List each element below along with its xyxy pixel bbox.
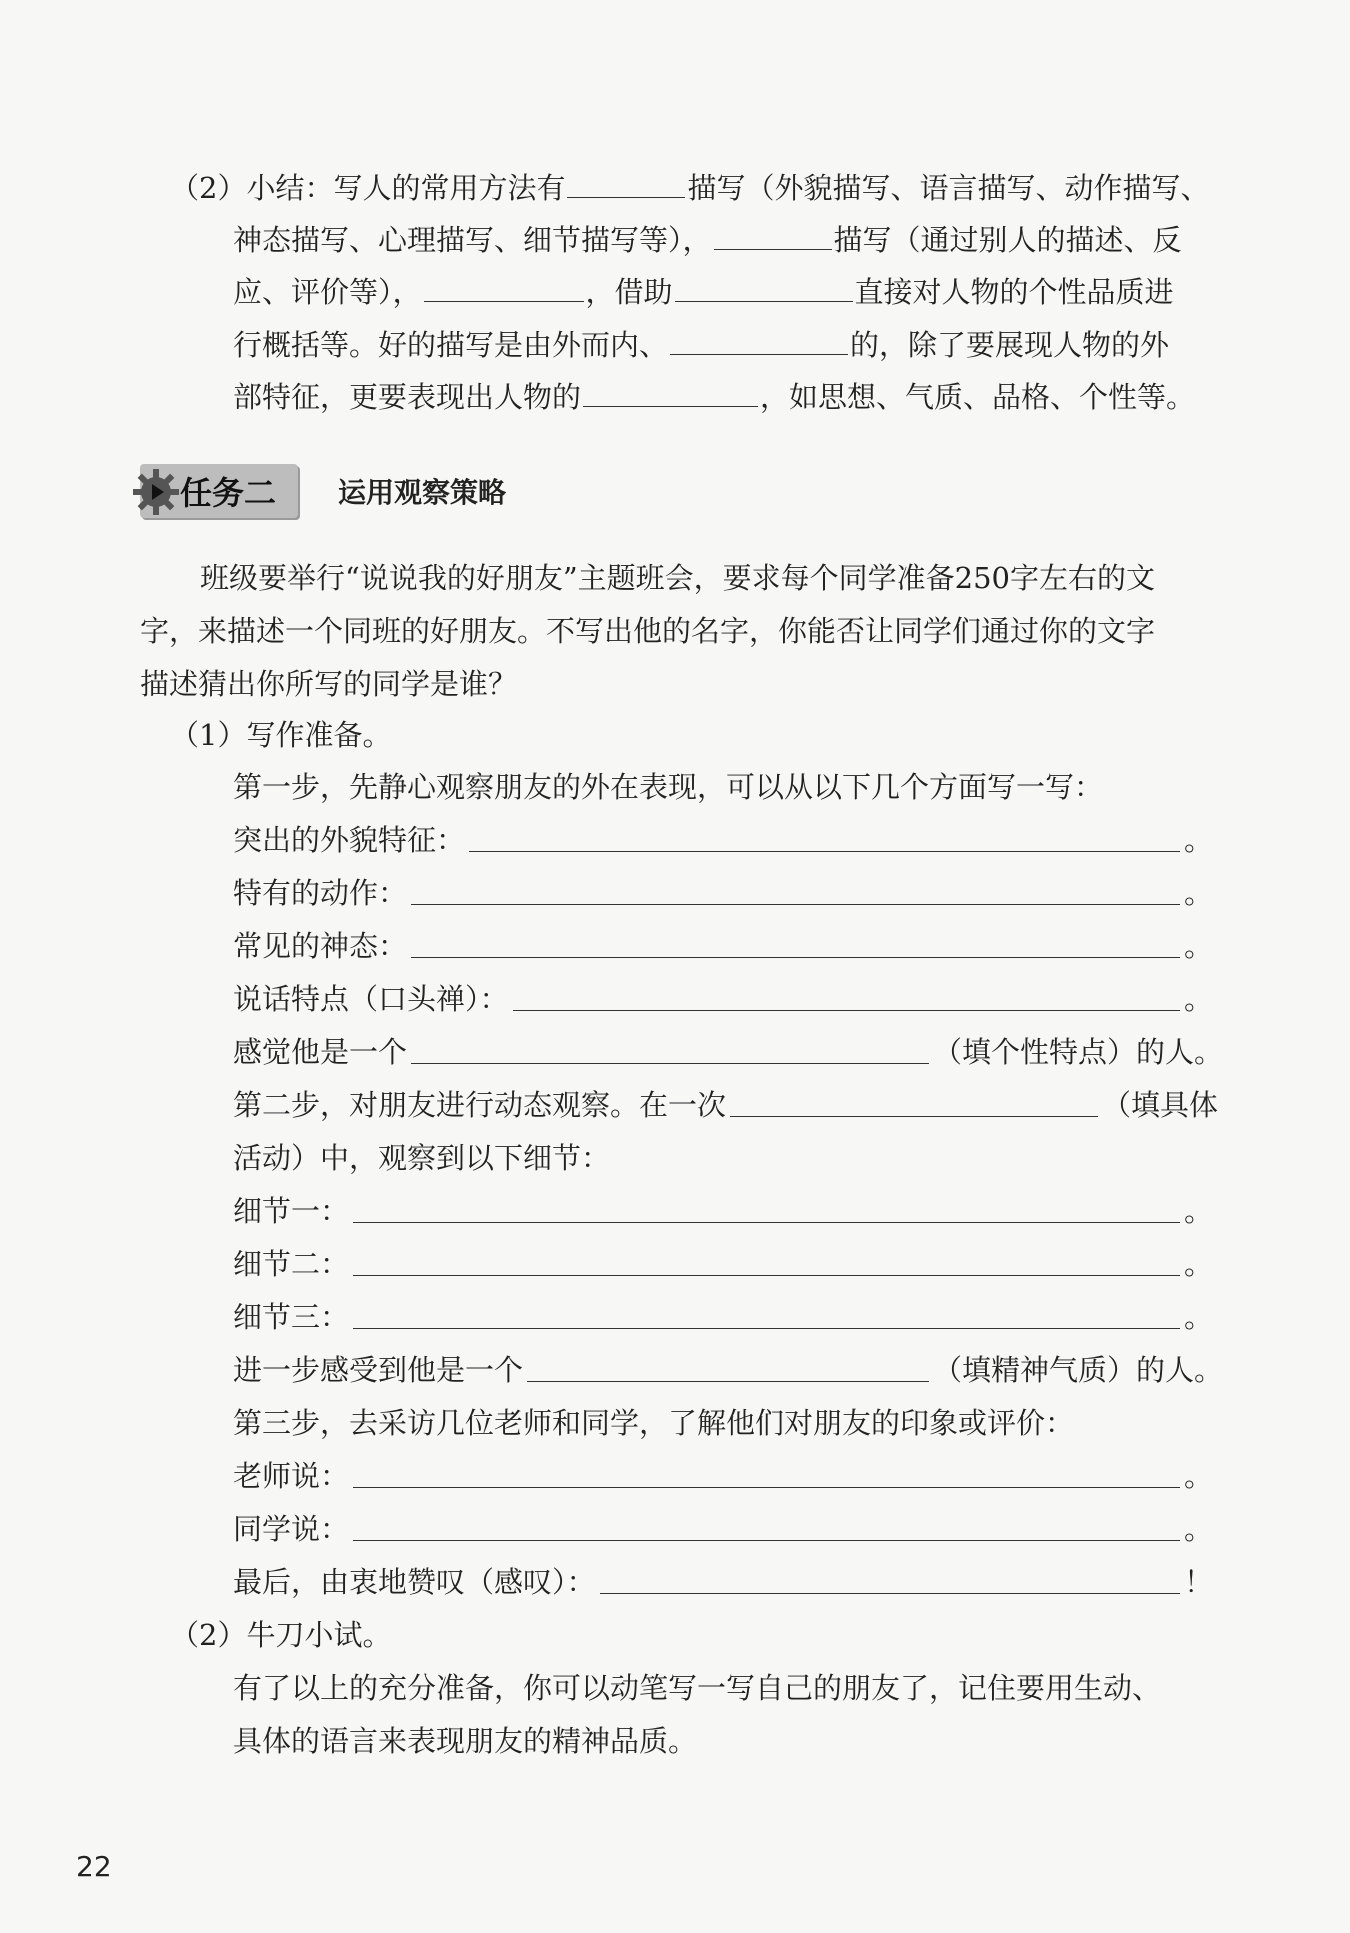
trial-line-2: 具体的语言来表现朋友的精神品质。 (233, 1724, 698, 1758)
summary-text: 描写（通过别人的描述、反 (833, 223, 1182, 257)
summary-text: 应、评价等）， (233, 275, 422, 309)
summary-text: 行概括等。好的描写是由外而内、 (233, 328, 669, 362)
period: 。 (1183, 876, 1213, 910)
detail1-row (233, 1191, 1213, 1231)
detail3-label: 细节三： (233, 1300, 350, 1334)
gear-icon (130, 466, 182, 518)
summary-text: 直接对人物的个性品质进 (854, 275, 1174, 309)
period: 。 (1183, 823, 1213, 857)
blank-3[interactable] (424, 271, 584, 302)
summary-line-2 (233, 219, 1182, 259)
activity-blank[interactable] (730, 1088, 1098, 1117)
finally-label: 最后，由衷地赞叹（感叹）： (233, 1565, 596, 1599)
action-blank[interactable] (411, 876, 1180, 905)
period: 。 (1183, 1247, 1213, 1281)
appearance-row (233, 820, 1213, 860)
teacher-blank[interactable] (353, 1459, 1180, 1488)
detail3-blank[interactable] (353, 1300, 1180, 1329)
task-title: 运用观察策略 (338, 476, 507, 509)
summary-line-4 (233, 324, 1169, 364)
feel-row (233, 1032, 1223, 1072)
intro-line-1: 班级要举行“说说我的好朋友”主题班会，要求每个同学准备250字左右的文 (200, 561, 1156, 595)
detail2-row (233, 1244, 1213, 1284)
classmate-label: 同学说： (233, 1512, 350, 1546)
period: 。 (1183, 1459, 1213, 1493)
further-label: 进一步感受到他是一个 (233, 1353, 524, 1387)
further-suffix: （填精神气质）的人。 (932, 1353, 1223, 1387)
blank-2[interactable] (714, 219, 832, 250)
trial-line-1: 有了以上的充分准备，你可以动笔写一写自己的朋友了，记住要用生动、 (233, 1671, 1162, 1705)
summary-text: 部特征，更要表现出人物的 (233, 380, 582, 414)
summary-text: 神态描写、心理描写、细节描写等）， (233, 223, 712, 257)
period: 。 (1183, 1512, 1213, 1546)
task-tag (140, 464, 298, 518)
exclamation: ！ (1183, 1565, 1213, 1599)
step2-continued: 活动）中，观察到以下细节： (233, 1141, 611, 1175)
period: 。 (1183, 1300, 1213, 1334)
summary-text: ，借助 (585, 275, 673, 309)
detail2-label: 细节二： (233, 1247, 350, 1281)
action-row (233, 873, 1213, 913)
period: 。 (1183, 982, 1213, 1016)
blank-4[interactable] (675, 271, 853, 302)
blank-6[interactable] (583, 376, 758, 407)
period: 。 (1183, 929, 1213, 963)
expression-label: 常见的神态： (233, 929, 408, 963)
feel-blank[interactable] (411, 1035, 929, 1064)
expression-row (233, 926, 1213, 966)
page-number: 22 (76, 1850, 112, 1883)
finally-blank[interactable] (600, 1565, 1180, 1594)
detail1-label: 细节一： (233, 1194, 350, 1228)
summary-line-1 (170, 167, 1209, 207)
summary-line-5 (233, 376, 1195, 416)
step1-text: 第一步，先静心观察朋友的外在表现，可以从以下几个方面写一写： (233, 770, 1104, 804)
blank-1[interactable] (567, 167, 685, 198)
detail2-blank[interactable] (353, 1247, 1180, 1276)
expression-blank[interactable] (411, 929, 1180, 958)
feel-suffix: （填个性特点）的人。 (932, 1035, 1223, 1069)
task-banner (140, 462, 506, 520)
summary-text: ，如思想、气质、品格、个性等。 (760, 380, 1196, 414)
trial-heading: （2）牛刀小试。 (170, 1618, 392, 1652)
summary-text: 描写（外貌描写、语言描写、动作描写、 (687, 171, 1210, 205)
speech-label: 说话特点（口头禅）： (233, 982, 509, 1016)
prep-heading: （1）写作准备。 (170, 718, 392, 752)
summary-text: （2）小结：写人的常用方法有 (170, 171, 566, 205)
intro-line-3: 描述猜出你所写的同学是谁？ (140, 667, 518, 701)
detail3-row (233, 1297, 1213, 1337)
step2-label: 第二步，对朋友进行动态观察。在一次 (233, 1088, 727, 1122)
further-row (233, 1350, 1223, 1390)
teacher-row (233, 1456, 1213, 1496)
summary-text: 的，除了要展现人物的外 (850, 328, 1170, 362)
detail1-blank[interactable] (353, 1194, 1180, 1223)
action-label: 特有的动作： (233, 876, 408, 910)
finally-row (233, 1562, 1213, 1602)
period: 。 (1183, 1194, 1213, 1228)
classmate-row (233, 1509, 1213, 1549)
appearance-blank[interactable] (469, 823, 1180, 852)
speech-blank[interactable] (513, 982, 1180, 1011)
appearance-label: 突出的外貌特征： (233, 823, 466, 857)
blank-5[interactable] (670, 324, 848, 355)
summary-line-3 (233, 271, 1174, 311)
step2-row (233, 1085, 1218, 1125)
teacher-label: 老师说： (233, 1459, 350, 1493)
further-blank[interactable] (527, 1353, 929, 1382)
speech-row (233, 979, 1213, 1019)
classmate-blank[interactable] (353, 1512, 1180, 1541)
feel-label: 感觉他是一个 (233, 1035, 408, 1069)
intro-line-2: 字，来描述一个同班的好朋友。不写出他的名字，你能否让同学们通过你的文字 (140, 614, 1156, 648)
step3-text: 第三步，去采访几位老师和同学，了解他们对朋友的印象或评价： (233, 1406, 1075, 1440)
task-tag-label: 任务二 (180, 474, 277, 512)
step2-suffix: （填具体 (1101, 1088, 1218, 1122)
